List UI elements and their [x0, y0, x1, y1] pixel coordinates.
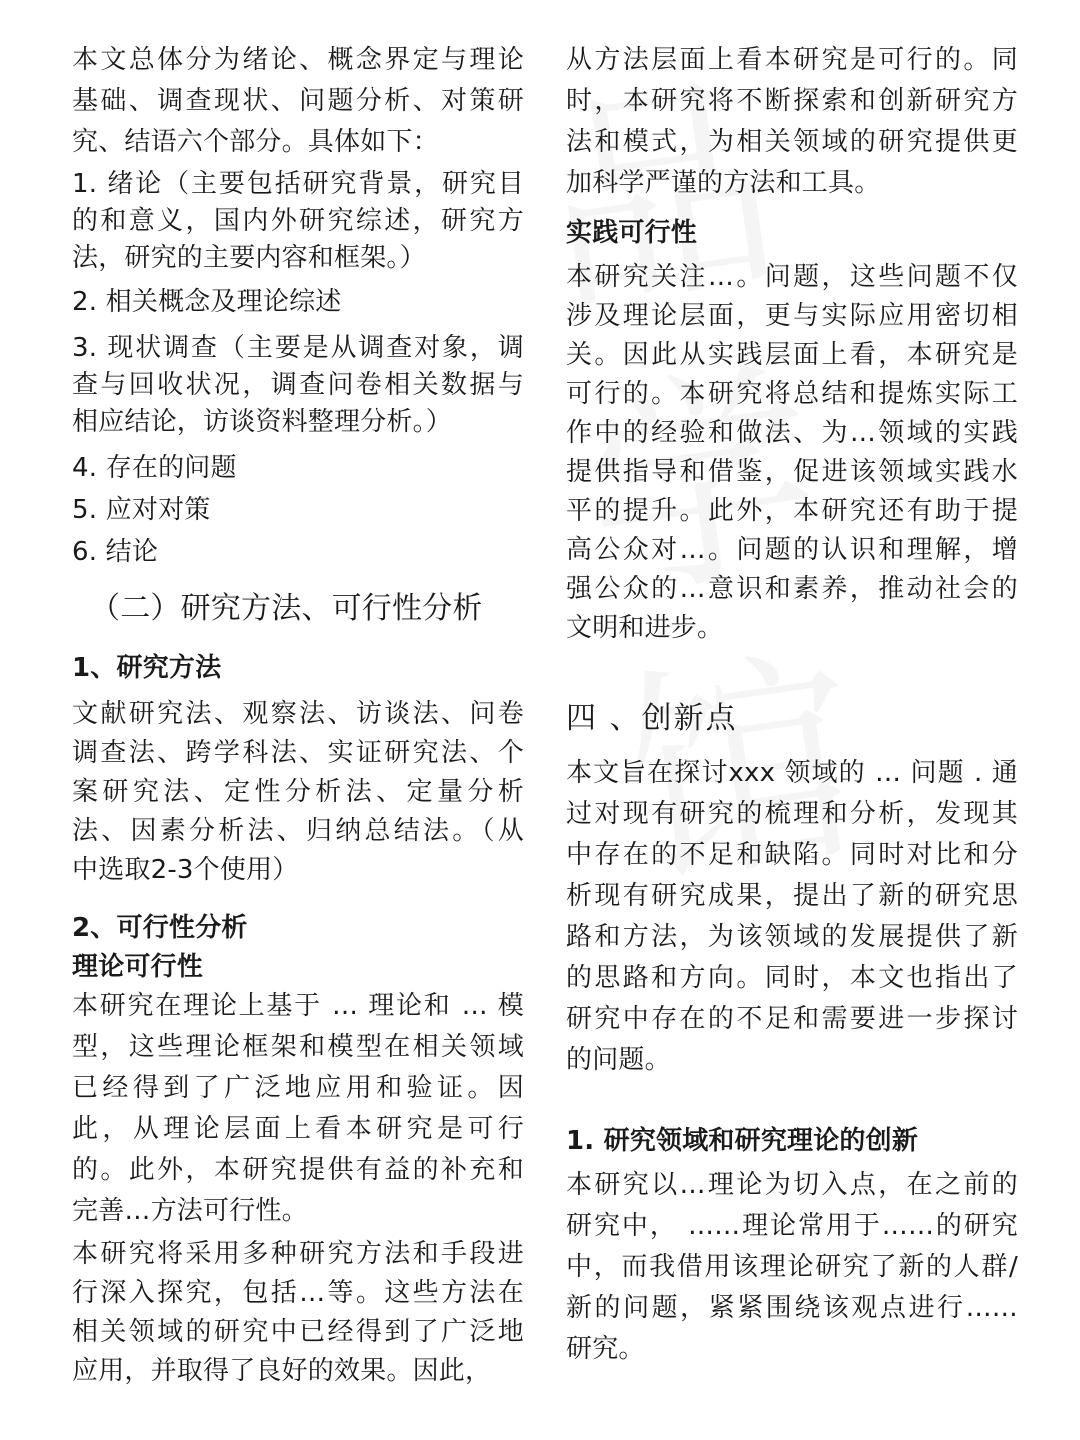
outline-item-3: 查与回收状况，调查问卷相关数据与	[72, 370, 524, 400]
theory-line: 完善…方法可行性。	[72, 1196, 308, 1226]
innovation-line: 过对现有研究的梳理和分析，发现其	[566, 799, 1018, 829]
subheading-practical-feasibility: 实践可行性	[566, 218, 698, 248]
methods-line: 法、因素分析法、归纳总结法。（从	[72, 816, 524, 846]
intro-line: 本文总体分为绪论、概念界定与理论	[72, 45, 524, 75]
practice-line: 作中的经验和做法、为…领域的实践	[566, 418, 1018, 448]
innovation-line: 析现有研究成果，提出了新的研究思	[566, 881, 1018, 911]
practice-line: 强公众的…意识和素养，推动社会的	[566, 574, 1018, 604]
theory-line: 的。此外，本研究提供有益的补充和	[72, 1155, 524, 1185]
theory-line: 已经得到了广泛地应用和验证。因	[72, 1073, 524, 1103]
practice-line: 提供指导和借鉴，促进该领域实践水	[566, 457, 1018, 487]
practice-line: 平的提升。此外，本研究还有助于提	[566, 496, 1018, 526]
method-feasibility-line: 本研究将采用多种研究方法和手段进	[72, 1239, 524, 1269]
practice-line: 高公众对…。问题的认识和理解，增	[566, 535, 1018, 565]
outline-item-3: 3. 现状调查（主要是从调查对象，调	[72, 333, 524, 363]
practice-line: 本研究关注…。问题，这些问题不仅	[566, 262, 1018, 292]
innovation-detail-line: 研究中， ……理论常用于……的研究	[566, 1211, 1018, 1241]
method-feasibility-line: 加科学严谨的方法和工具。	[566, 168, 881, 198]
innovation-line: 研究中存在的不足和需要进一步探讨	[566, 1004, 1018, 1034]
outline-item-1: 的和意义，国内外研究综述，研究方	[72, 206, 524, 236]
subheading-field-theory-innovation: 1. 研究领域和研究理论的创新	[566, 1126, 919, 1156]
outline-item-6: 6. 结论	[72, 537, 159, 567]
practice-line: 文明和进步。	[566, 613, 724, 643]
subheading-theoretical-feasibility: 理论可行性	[72, 952, 204, 982]
intro-line: 基础、调查现状、问题分析、对策研	[72, 86, 524, 116]
practice-line: 涉及理论层面，更与实际应用密切相	[566, 301, 1018, 331]
innovation-detail-line: 本研究以…理论为切入点，在之前的	[566, 1170, 1018, 1200]
outline-item-4: 4. 存在的问题	[72, 453, 237, 483]
subheading-feasibility: 2、可行性分析	[72, 913, 248, 943]
section-heading-methods: （二）研究方法、可行性分析	[90, 591, 483, 626]
methods-line: 案研究法、定性分析法、定量分析	[72, 777, 524, 807]
method-feasibility-line: 应用，并取得了良好的效果。因此，	[72, 1356, 492, 1386]
methods-line: 文献研究法、观察法、访谈法、问卷	[72, 699, 524, 729]
theory-line: 型，这些理论框架和模型在相关领域	[72, 1032, 524, 1062]
section-heading-innovation: 四 、创新点	[566, 701, 738, 736]
innovation-line: 本文旨在探讨xxx 领域的 … 问题 . 通	[566, 758, 1018, 788]
outline-item-1: 1. 绪论（主要包括研究背景，研究目	[72, 169, 524, 199]
method-feasibility-line: 从方法层面上看本研究是可行的。同	[566, 45, 1018, 75]
theory-line: 本研究在理论上基于 … 理论和 … 模	[72, 991, 524, 1021]
innovation-line: 中存在的不足和缺陷。同时对比和分	[566, 840, 1018, 870]
innovation-detail-line: 新的问题，紧紧围绕该观点进行……	[566, 1293, 1018, 1323]
intro-line: 究、结语六个部分。具体如下：	[72, 127, 439, 157]
method-feasibility-line: 时，本研究将不断探索和创新研究方	[566, 86, 1018, 116]
methods-line: 调查法、跨学科法、实证研究法、个	[72, 738, 524, 768]
outline-item-1: 法，研究的主要内容和框架。）	[72, 243, 426, 273]
outline-item-3: 相应结论，访谈资料整理分析。）	[72, 407, 453, 437]
subheading-research-methods: 1、研究方法	[72, 653, 222, 683]
theory-line: 此，从理论层面上看本研究是可行	[72, 1114, 524, 1144]
methods-line: 中选取2-3个使用）	[72, 855, 299, 885]
innovation-line: 的思路和方向。同时，本文也指出了	[566, 963, 1018, 993]
innovation-line: 的问题。	[566, 1045, 671, 1075]
outline-item-2: 2. 相关概念及理论综述	[72, 287, 342, 317]
method-feasibility-line: 相关领域的研究中已经得到了广泛地	[72, 1317, 524, 1347]
outline-item-5: 5. 应对对策	[72, 495, 211, 525]
practice-line: 关。因此从实践层面上看，本研究是	[566, 340, 1018, 370]
method-feasibility-line: 行深入探究，包括…等。这些方法在	[72, 1278, 524, 1308]
innovation-detail-line: 研究。	[566, 1334, 645, 1364]
innovation-detail-line: 中，而我借用该理论研究了新的人群/	[566, 1252, 1018, 1282]
practice-line: 可行的。本研究将总结和提炼实际工	[566, 379, 1018, 409]
innovation-line: 路和方法，为该领域的发展提供了新	[566, 922, 1018, 952]
method-feasibility-line: 法和模式，为相关领域的研究提供更	[566, 127, 1018, 157]
